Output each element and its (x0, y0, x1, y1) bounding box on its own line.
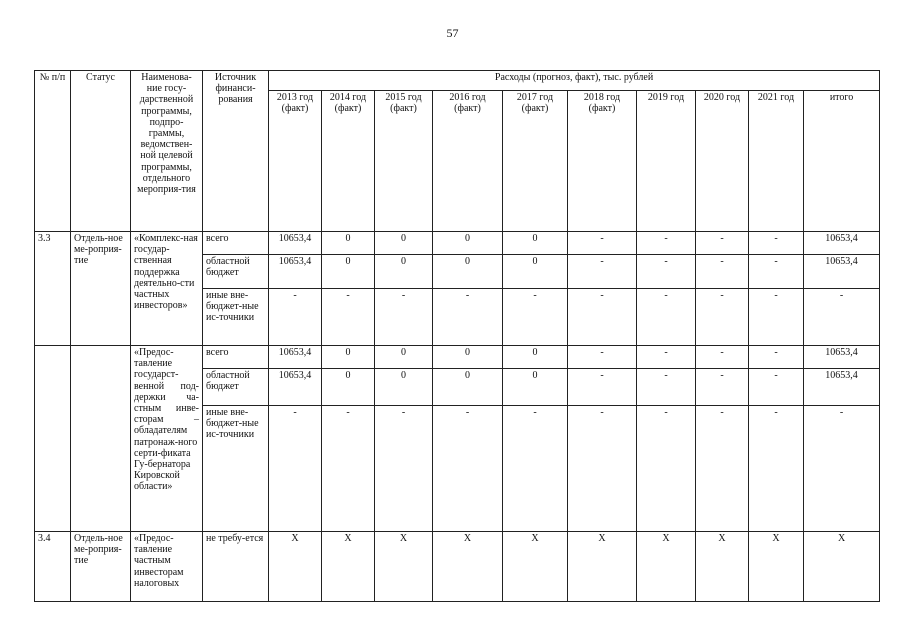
value-cell: 0 (375, 369, 433, 406)
value-cell: - (433, 406, 503, 532)
value-cell: - (696, 369, 749, 406)
value-cell: - (696, 232, 749, 255)
value-cell: - (375, 406, 433, 532)
value-cell: - (749, 232, 804, 255)
value-cell: X (568, 532, 637, 602)
budget-table (34, 70, 880, 602)
value-cell: 0 (375, 232, 433, 255)
header-name: Наименова-ние госу-дарственной программы, подпро-граммы, ведомствен-ной целевой программы, отдельного мероприя-тия (131, 71, 203, 232)
row-status (71, 346, 131, 532)
value-cell: X (696, 532, 749, 602)
table-row (35, 532, 880, 602)
header-expenses: Расходы (прогноз, факт), тыс. рублей (269, 71, 880, 91)
total-cell: - (804, 289, 880, 346)
value-cell: - (696, 255, 749, 289)
value-cell: - (749, 406, 804, 532)
value-cell: 0 (503, 369, 568, 406)
value-cell: - (696, 289, 749, 346)
value-cell: - (322, 406, 375, 532)
row-status: Отдель-ное ме-роприя-тие (71, 232, 131, 346)
row-num: 3.3 (35, 232, 71, 346)
value-cell: 0 (433, 369, 503, 406)
year-header: 2019 год (637, 91, 696, 232)
value-cell: X (503, 532, 568, 602)
year-header: 2021 год (749, 91, 804, 232)
value-cell: - (637, 406, 696, 532)
value-cell: - (322, 289, 375, 346)
value-cell: X (637, 532, 696, 602)
value-cell: - (749, 289, 804, 346)
value-cell: - (696, 406, 749, 532)
value-cell: 0 (433, 232, 503, 255)
value-cell: - (749, 255, 804, 289)
value-cell: - (433, 289, 503, 346)
total-cell: 10653,4 (804, 232, 880, 255)
value-cell: - (269, 289, 322, 346)
value-cell: - (568, 346, 637, 369)
value-cell: 0 (322, 369, 375, 406)
value-cell: - (503, 406, 568, 532)
page-number: 57 (446, 26, 459, 40)
value-cell: 0 (322, 232, 375, 255)
value-cell: 0 (322, 255, 375, 289)
value-cell: - (637, 369, 696, 406)
value-cell: 10653,4 (269, 346, 322, 369)
value-cell: - (696, 346, 749, 369)
row-name: «Комплекс-ная государ-ственная поддержка деятельно-сти частных инвесторов» (131, 232, 203, 346)
row-source: областной бюджет (203, 369, 269, 406)
value-cell: 0 (433, 255, 503, 289)
total-cell: X (804, 532, 880, 602)
value-cell: - (269, 406, 322, 532)
value-cell: X (375, 532, 433, 602)
value-cell: 10653,4 (269, 369, 322, 406)
year-header: 2013 год (факт) (269, 91, 322, 232)
year-header: 2014 год (факт) (322, 91, 375, 232)
value-cell: 0 (375, 255, 433, 289)
year-header: 2018 год (факт) (568, 91, 637, 232)
value-cell: - (749, 346, 804, 369)
value-cell: X (269, 532, 322, 602)
value-cell: - (749, 369, 804, 406)
row-source: иные вне-бюджет-ные ис-точники (203, 289, 269, 346)
total-cell: 10653,4 (804, 255, 880, 289)
table-row (35, 232, 880, 255)
row-source: всего (203, 232, 269, 255)
row-name: «Предос-тавление государст-венной под-держки ча-стным инве-сторам – обладателям патронаж-ного серти-фиката Гу-бернатора Кировской области» (131, 346, 203, 532)
table-row (35, 346, 880, 369)
value-cell: - (568, 406, 637, 532)
value-cell: 0 (375, 346, 433, 369)
year-header: 2015 год (факт) (375, 91, 433, 232)
row-name: «Предос-тавление частным инвесторам налоговых (131, 532, 203, 602)
row-source: не требу-ется (203, 532, 269, 602)
value-cell: - (375, 289, 433, 346)
value-cell: - (637, 232, 696, 255)
value-cell: - (637, 255, 696, 289)
header-status: Статус (71, 71, 131, 232)
total-header: итого (804, 91, 880, 232)
value-cell: - (637, 346, 696, 369)
value-cell: 0 (503, 232, 568, 255)
row-status: Отдель-ное ме-роприя-тие (71, 532, 131, 602)
row-num (35, 346, 71, 532)
value-cell: - (503, 289, 568, 346)
header-source: Источник финанси-рования (203, 71, 269, 232)
year-header: 2016 год (факт) (433, 91, 503, 232)
header-num: № п/п (35, 71, 71, 232)
value-cell: - (568, 232, 637, 255)
value-cell: X (433, 532, 503, 602)
total-cell: 10653,4 (804, 346, 880, 369)
row-num: 3.4 (35, 532, 71, 602)
value-cell: 0 (503, 255, 568, 289)
value-cell: X (322, 532, 375, 602)
year-header: 2020 год (696, 91, 749, 232)
total-cell: 10653,4 (804, 369, 880, 406)
row-source: областной бюджет (203, 255, 269, 289)
row-source: всего (203, 346, 269, 369)
value-cell: 0 (503, 346, 568, 369)
value-cell: - (568, 255, 637, 289)
value-cell: - (568, 369, 637, 406)
value-cell: 10653,4 (269, 232, 322, 255)
value-cell: X (749, 532, 804, 602)
value-cell: 0 (322, 346, 375, 369)
value-cell: - (568, 289, 637, 346)
value-cell: 0 (433, 346, 503, 369)
value-cell: - (637, 289, 696, 346)
total-cell: - (804, 406, 880, 532)
year-header: 2017 год (факт) (503, 91, 568, 232)
value-cell: 10653,4 (269, 255, 322, 289)
row-source: иные вне-бюджет-ные ис-точники (203, 406, 269, 532)
